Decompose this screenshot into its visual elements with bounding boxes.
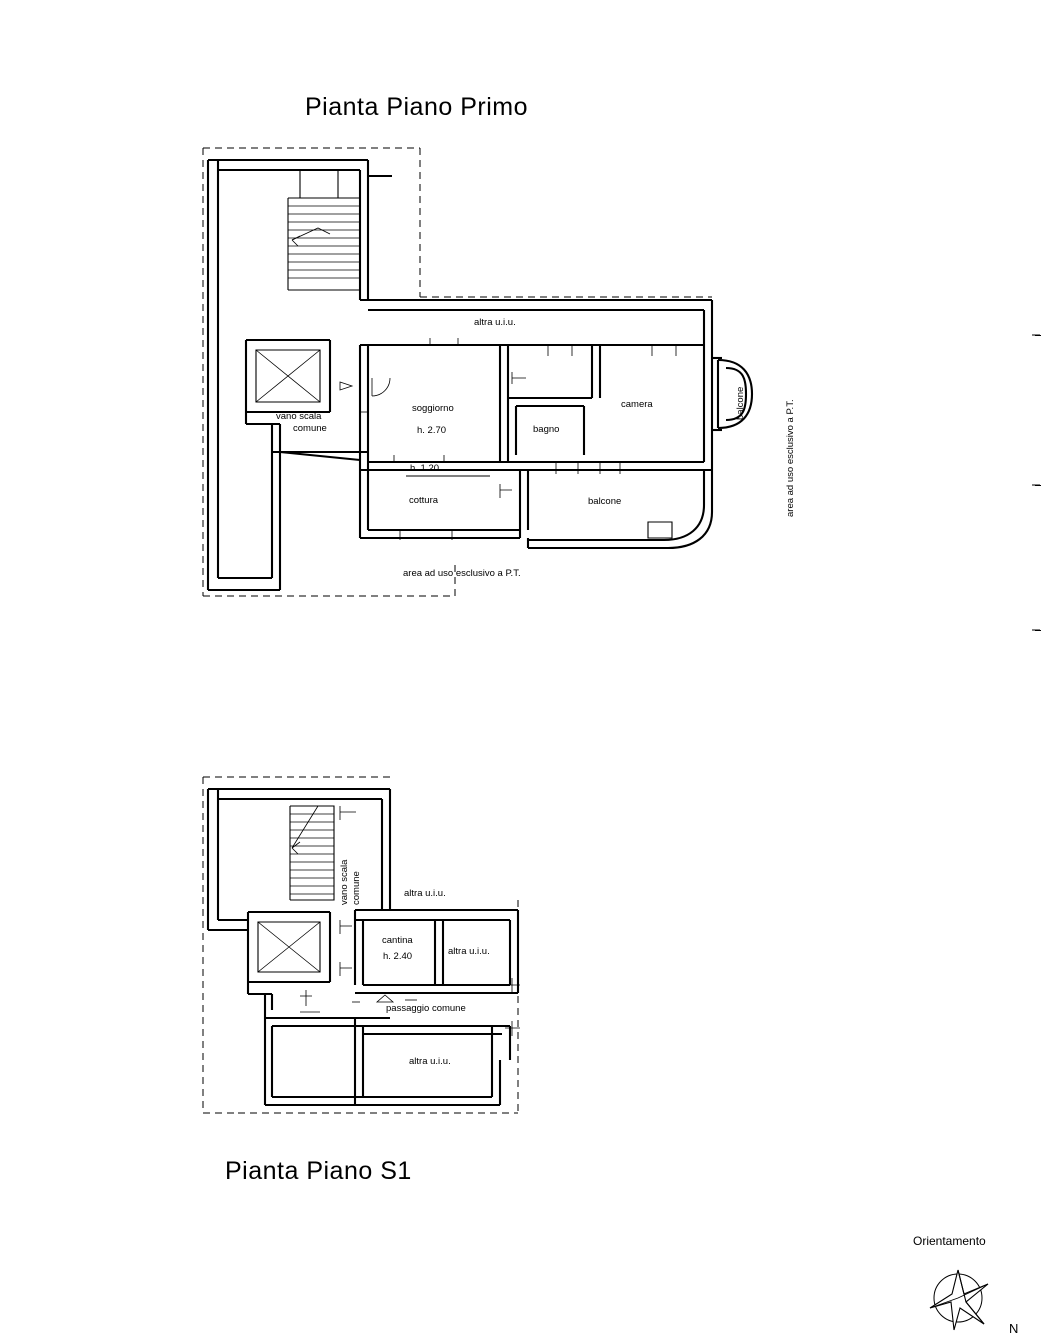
label-basement-vano-scala: vano scala <box>339 859 350 905</box>
label-soggiorno-height: h. 2.70 <box>417 425 447 436</box>
page-title-basement: Pianta Piano S1 <box>225 1157 412 1185</box>
sheet-edge-tick <box>1035 485 1041 486</box>
compass-title: Orientamento <box>913 1234 986 1248</box>
label-cottura: cottura <box>409 495 439 506</box>
label-cantina-height: h. 2.40 <box>383 951 413 962</box>
label-basement-altra-uiu-right: altra u.i.u. <box>448 946 490 957</box>
label-balcone-vertical: balcone <box>735 386 746 420</box>
label-basement-altra-uiu-top: altra u.i.u. <box>404 888 446 899</box>
label-passaggio-comune: passaggio comune <box>386 1003 466 1014</box>
label-basement-vano-scala-comune: comune <box>351 871 362 905</box>
label-vano-scala: vano scala <box>276 411 322 422</box>
label-altra-uiu-top: altra u.i.u. <box>474 317 516 328</box>
label-bagno: bagno <box>533 424 560 435</box>
page-title-first-floor: Pianta Piano Primo <box>305 93 529 121</box>
label-camera: camera <box>621 399 653 410</box>
label-vano-scala-comune: comune <box>293 423 327 434</box>
label-area-uso-esclusivo-bottom: area ad uso esclusivo a P.T. <box>403 568 521 579</box>
label-cottura-height: h. 1.20 <box>410 463 440 474</box>
label-balcone: balcone <box>588 496 622 507</box>
label-cantina: cantina <box>382 935 413 946</box>
compass-north-label: N <box>1009 1321 1019 1336</box>
label-soggiorno: soggiorno <box>412 403 454 414</box>
sheet-edge-tick <box>1035 335 1041 336</box>
compass-rose-icon <box>918 1262 1008 1340</box>
label-area-uso-esclusivo-right: area ad uso esclusivo a P.T. <box>785 399 796 517</box>
label-basement-altra-uiu-bottom: altra u.i.u. <box>409 1056 451 1067</box>
sheet-edge-tick <box>1035 630 1041 631</box>
